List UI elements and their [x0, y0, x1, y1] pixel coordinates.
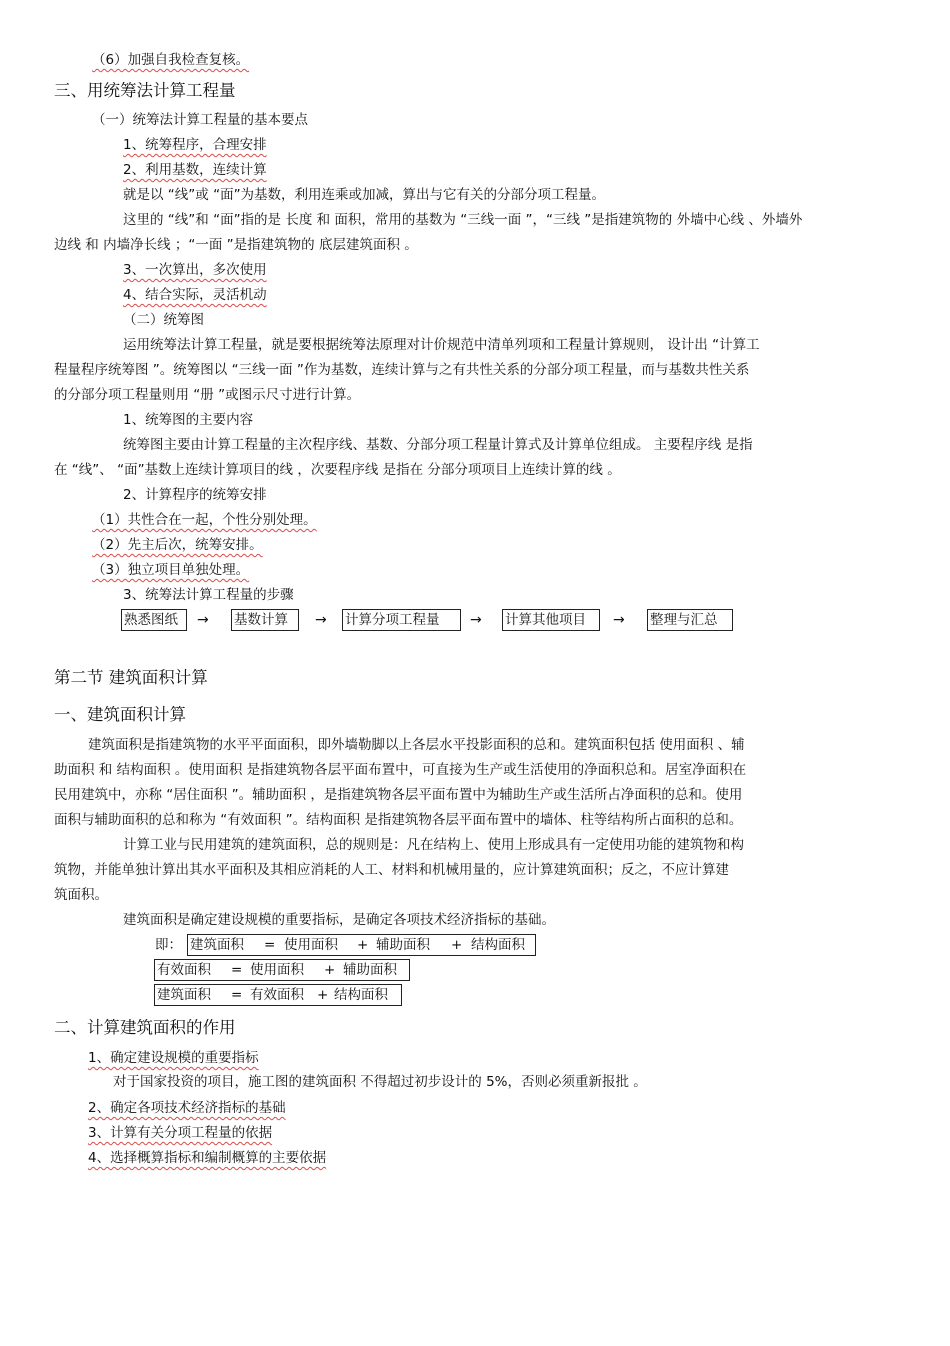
subheading-chart-content: 1、统筹图的主要内容 [123, 412, 254, 428]
purpose-item-4: 4、选择概算指标和编制概算的主要依据 [88, 1150, 327, 1166]
section-heading-2: 二、计算建筑面积的作用 [54, 1018, 236, 1037]
subheading-basic-points: （一）统筹法计算工程量的基本要点 [92, 112, 308, 128]
arrow-icon: → [613, 612, 625, 628]
paragraph-line: 在 “线”、 “面”基数上连续计算项目的线 ，次要程序线 是指在 分部分项项目上连续计算的线 。 [54, 462, 621, 478]
paragraph-line: 统筹图主要由计算工程量的主次程序线、基数、分部分项工程量计算式及计算单位组成。 主要程序线 是指 [123, 437, 753, 453]
step-box: 基数计算 [231, 609, 299, 631]
arrow-icon: → [197, 612, 209, 628]
paragraph-line: 运用统筹法计算工程量，就是要根据统筹法原理对计价规范中清单列项和工程量计算规则， 设计出 “计算工 [123, 337, 760, 353]
formula-term: 结构面积 [334, 987, 388, 1003]
formula-term: 建筑面积 [190, 937, 244, 953]
purpose-item-1: 1、确定建设规模的重要指标 [88, 1050, 259, 1066]
paragraph-line: 这里的 “线”和 “面”指的是 长度 和 面积，常用的基数为 “三线一面 ”，“三线 ”是指建筑物的 外墙中心线 、外墙外 [123, 212, 803, 228]
subheading-steps: 3、统筹法计算工程量的步骤 [123, 587, 294, 603]
subheading-arrangement: 2、计算程序的统筹安排 [123, 487, 267, 503]
formula-operator: + [357, 937, 369, 953]
formula-term: 使用面积 [284, 937, 338, 953]
point-4: 4、结合实际，灵活机动 [123, 287, 267, 303]
step-box: 熟悉图纸 [121, 609, 187, 631]
list-item-self-check: （6）加强自我检查复核。 [92, 52, 250, 68]
paragraph-line: 的分部分项工程量则用 “册 ”或图示尺寸进行计算。 [54, 387, 361, 403]
point-1: 1、统筹程序，合理安排 [123, 137, 267, 153]
paragraph-line: 建筑面积是确定建设规模的重要指标，是确定各项技术经济指标的基础。 [123, 912, 555, 928]
formula-term: 有效面积 [157, 962, 211, 978]
paragraph-line: 就是以 “线”或 “面”为基数，利用连乘或加减，算出与它有关的分部分项工程量。 [123, 187, 606, 203]
paragraph-line: 计算工业与民用建筑的建筑面积，总的规则是：凡在结构上、使用上形成具有一定使用功能的建筑物和构 [123, 837, 744, 853]
section-heading-3: 三、用统筹法计算工程量 [54, 81, 236, 100]
formula-box [154, 959, 410, 981]
formula-term: 辅助面积 [376, 937, 430, 953]
formula-term: 辅助面积 [343, 962, 397, 978]
paragraph-line: 助面积 和 结构面积 。使用面积 是指建筑物各层平面布置中，可直接为生产或生活使用的净面积总和。居室净面积在 [54, 762, 747, 778]
list-item: （2）先主后次，统筹安排。 [92, 537, 263, 553]
formula-term: 有效面积 [250, 987, 304, 1003]
list-item: （1）共性合在一起，个性分别处理。 [92, 512, 317, 528]
section-title: 第二节 建筑面积计算 [54, 668, 208, 687]
paragraph-line: 对于国家投资的项目，施工图的建筑面积 不得超过初步设计的 5%，否则必须重新报批 。 [113, 1074, 647, 1090]
formula-operator: = [231, 987, 243, 1003]
paragraph-line: 面积与辅助面积的总和称为 “有效面积 ”。结构面积 是指建筑物各层平面布置中的墙体、柱等结构所占面积的总和。 [54, 812, 743, 828]
arrow-icon: → [315, 612, 327, 628]
list-item: （3）独立项目单独处理。 [92, 562, 250, 578]
paragraph-line: 边线 和 内墙净长线 ；“一面 ”是指建筑物的 底层建筑面积 。 [54, 237, 418, 253]
step-box: 整理与汇总 [647, 609, 733, 631]
section-heading-1: 一、建筑面积计算 [54, 705, 186, 724]
step-box: 计算其他项目 [502, 609, 600, 631]
formula-term: 结构面积 [471, 937, 525, 953]
formula-prefix: 即： [155, 937, 182, 953]
point-2: 2、利用基数，连续计算 [123, 162, 267, 178]
formula-term: 使用面积 [250, 962, 304, 978]
formula-operator: = [231, 962, 243, 978]
formula-box [187, 934, 536, 956]
paragraph-line: 民用建筑中，亦称 “居住面积 ”。辅助面积 ，是指建筑物各层平面布置中为辅助生产或生活所占净面积的总和。使用 [54, 787, 743, 803]
formula-operator: + [324, 962, 336, 978]
formula-operator: + [317, 987, 329, 1003]
formula-operator: = [264, 937, 276, 953]
formula-operator: + [451, 937, 463, 953]
paragraph-line: 筑物，并能单独计算出其水平面积及其相应消耗的人工、材料和机械用量的，应计算建筑面积；反之，不应计算建 [54, 862, 729, 878]
arrow-icon: → [470, 612, 482, 628]
paragraph-line: 程量程序统筹图 ”。统筹图以 “三线一面 ”作为基数，连续计算与之有共性关系的分部分项工程量，而与基数共性关系 [54, 362, 750, 378]
purpose-item-3: 3、计算有关分项工程量的依据 [88, 1125, 273, 1141]
paragraph-line: 筑面积。 [54, 887, 108, 903]
formula-term: 建筑面积 [157, 987, 211, 1003]
formula-box [154, 984, 402, 1006]
paragraph-line: 建筑面积是指建筑物的水平平面面积，即外墙勒脚以上各层水平投影面积的总和。建筑面积包括 使用面积 、辅 [88, 737, 745, 753]
step-box: 计算分项工程量 [342, 609, 461, 631]
subheading-chart: （二）统筹图 [123, 312, 204, 328]
point-3: 3、一次算出，多次使用 [123, 262, 267, 278]
purpose-item-2: 2、确定各项技术经济指标的基础 [88, 1100, 286, 1116]
